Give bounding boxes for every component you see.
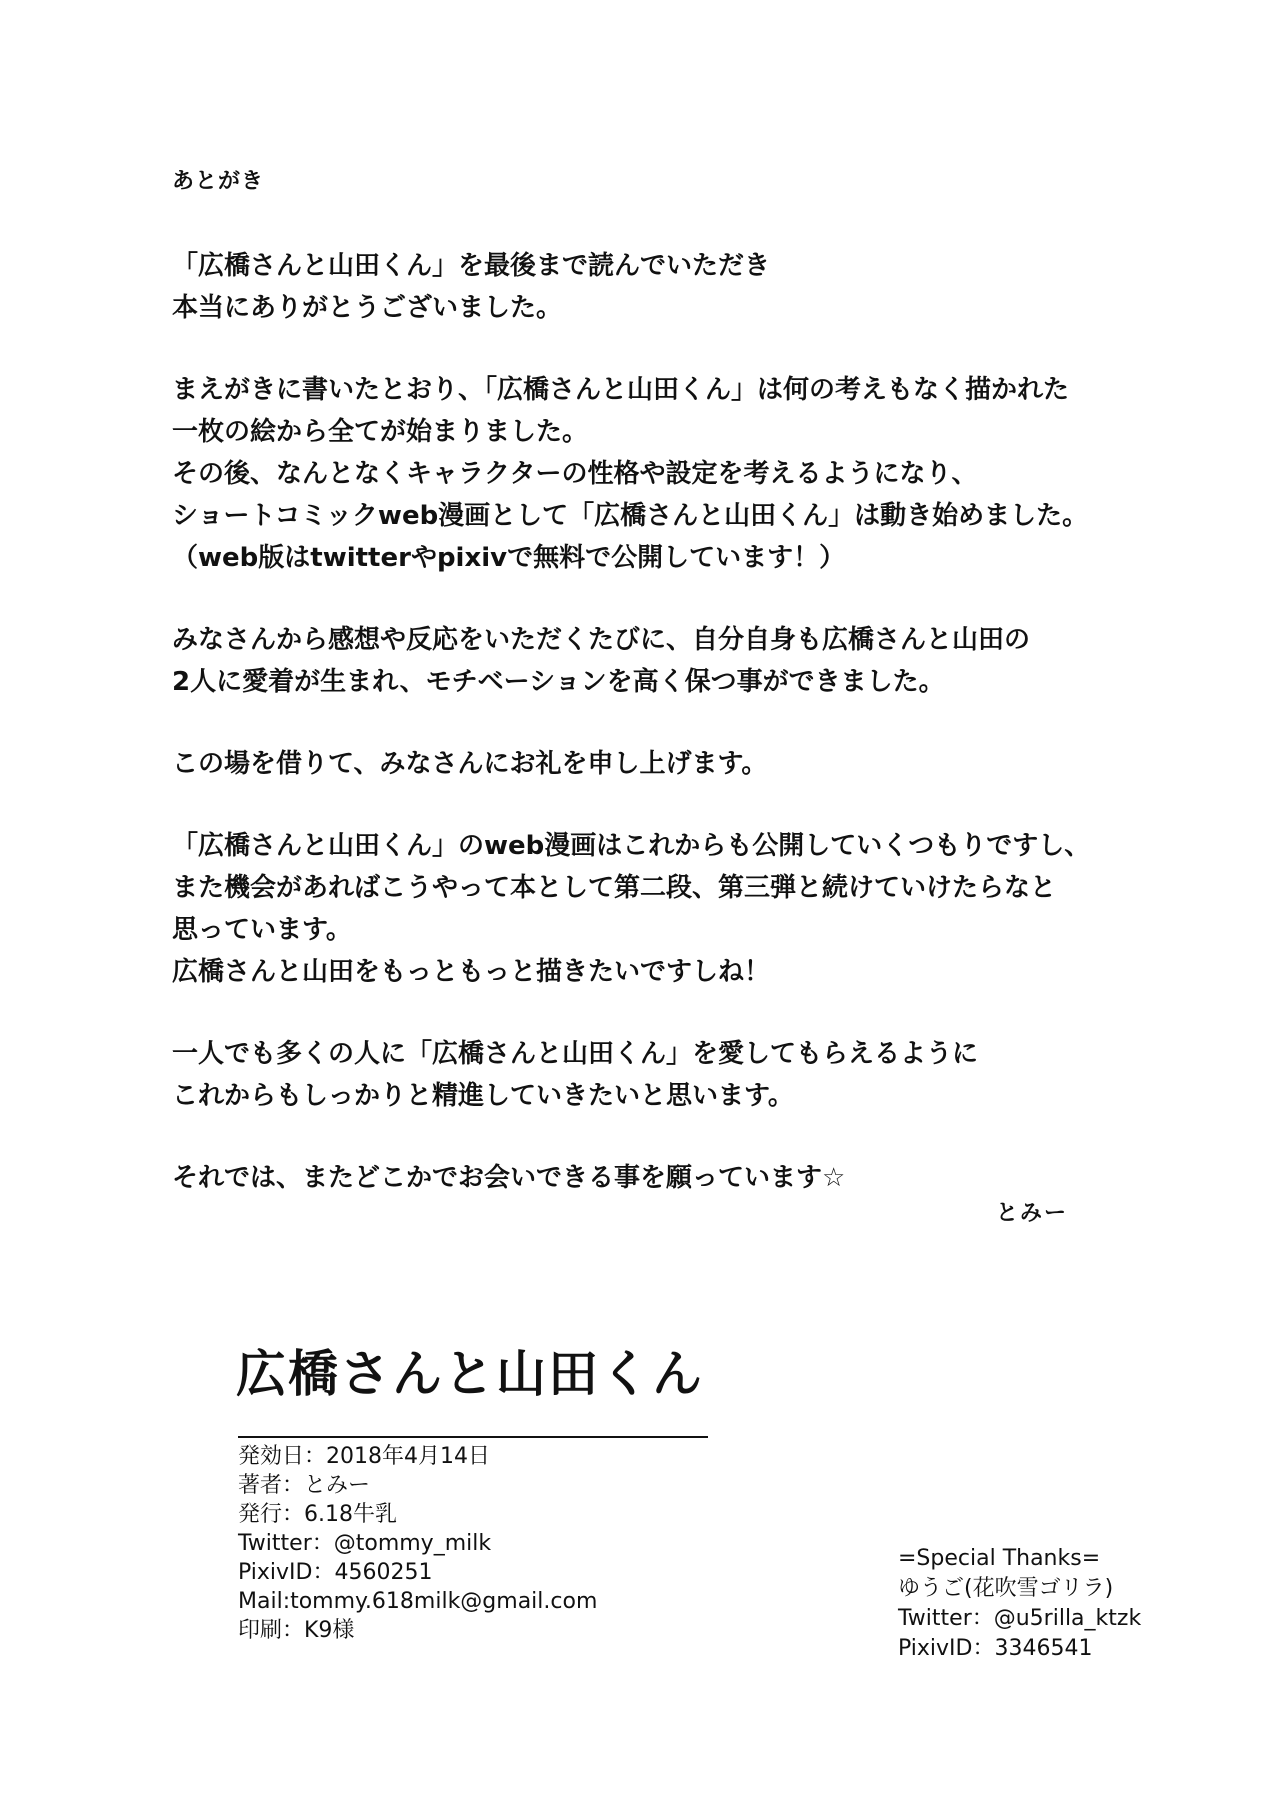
- text-line: （web版はtwitterやpixivで無料で公開しています！）: [172, 542, 846, 573]
- text-line: この場を借りて、みなさんにお礼を申し上げます。: [172, 748, 768, 779]
- colophon-publisher: 発行：6.18牛乳: [238, 1502, 397, 1527]
- text-line: 本当にありがとうございました。: [172, 292, 563, 323]
- colophon-author: 著者：とみー: [238, 1473, 371, 1498]
- paragraph-reader-feedback: [172, 619, 1132, 703]
- afterword-heading: あとがき: [172, 169, 265, 194]
- paragraph-dedication: [172, 1033, 1132, 1117]
- colophon-mail: Mail:tommy.618milk@gmail.com: [238, 1589, 598, 1614]
- text-line: これからもしっかりと精進していきたいと思います。: [172, 1080, 794, 1111]
- paragraph-origin-story: [172, 369, 1132, 579]
- special-thanks-name: ゆうご(花吹雪ゴリラ): [898, 1576, 1114, 1601]
- text-line: 2人に愛着が生まれ、モチベーションを高く保つ事ができました。: [172, 666, 945, 697]
- paragraph-thanks-for-reading: [172, 245, 1132, 329]
- text-line: それでは、またどこかでお会いできる事を願っています☆: [172, 1162, 846, 1193]
- afterword-section: [172, 168, 1132, 1239]
- colophon-block: [238, 1436, 708, 1645]
- colophon-pixiv-id: PixivID：4560251: [238, 1560, 433, 1585]
- text-line: ショートコミックweb漫画として「広橋さんと山田くん」は動き始めました。: [172, 500, 1089, 531]
- text-line: 思っています。: [172, 914, 352, 945]
- text-line: 「広橋さんと山田くん」のweb漫画はこれからも公開していくつもりですし、: [172, 830, 1091, 861]
- text-line: その後、なんとなくキャラクターの性格や設定を考えるようになり、: [172, 458, 978, 489]
- text-line: まえがきに書いたとおり、「広橋さんと山田くん」は何の考えもなく描かれた: [172, 374, 1070, 405]
- text-line: みなさんから感想や反応をいただくたびに、自分自身も広橋さんと山田の: [172, 624, 1031, 655]
- special-thanks-heading: =Special Thanks=: [898, 1546, 1101, 1571]
- paragraph-gratitude: [172, 743, 1132, 785]
- special-thanks-block: [898, 1544, 1141, 1664]
- special-thanks-twitter: Twitter：@u5rilla_ktzk: [898, 1606, 1142, 1631]
- colophon-twitter: Twitter：@tommy_milk: [238, 1531, 492, 1556]
- paragraph-future-plans: [172, 825, 1132, 993]
- book-title: 広橋さんと山田くん: [236, 1345, 704, 1403]
- text-line: 一人でも多くの人に「広橋さんと山田くん」を愛してもらえるように: [172, 1038, 979, 1069]
- paragraph-closing: [172, 1157, 1132, 1199]
- text-line: 一枚の絵から全てが始まりました。: [172, 416, 589, 447]
- author-signature: とみー: [996, 1201, 1069, 1226]
- colophon-issue-date: 発効日：2018年4月14日: [238, 1444, 490, 1469]
- text-line: また機会があればこうやって本として第二段、第三弾と続けていけたらなと: [172, 872, 1057, 903]
- special-thanks-pixiv-id: PixivID：3346541: [898, 1636, 1093, 1661]
- colophon-printer: 印刷：K9様: [238, 1618, 355, 1643]
- text-line: 「広橋さんと山田くん」を最後まで読んでいただき: [172, 250, 771, 281]
- text-line: 広橋さんと山田をもっともっと描きたいですしね！: [172, 956, 771, 987]
